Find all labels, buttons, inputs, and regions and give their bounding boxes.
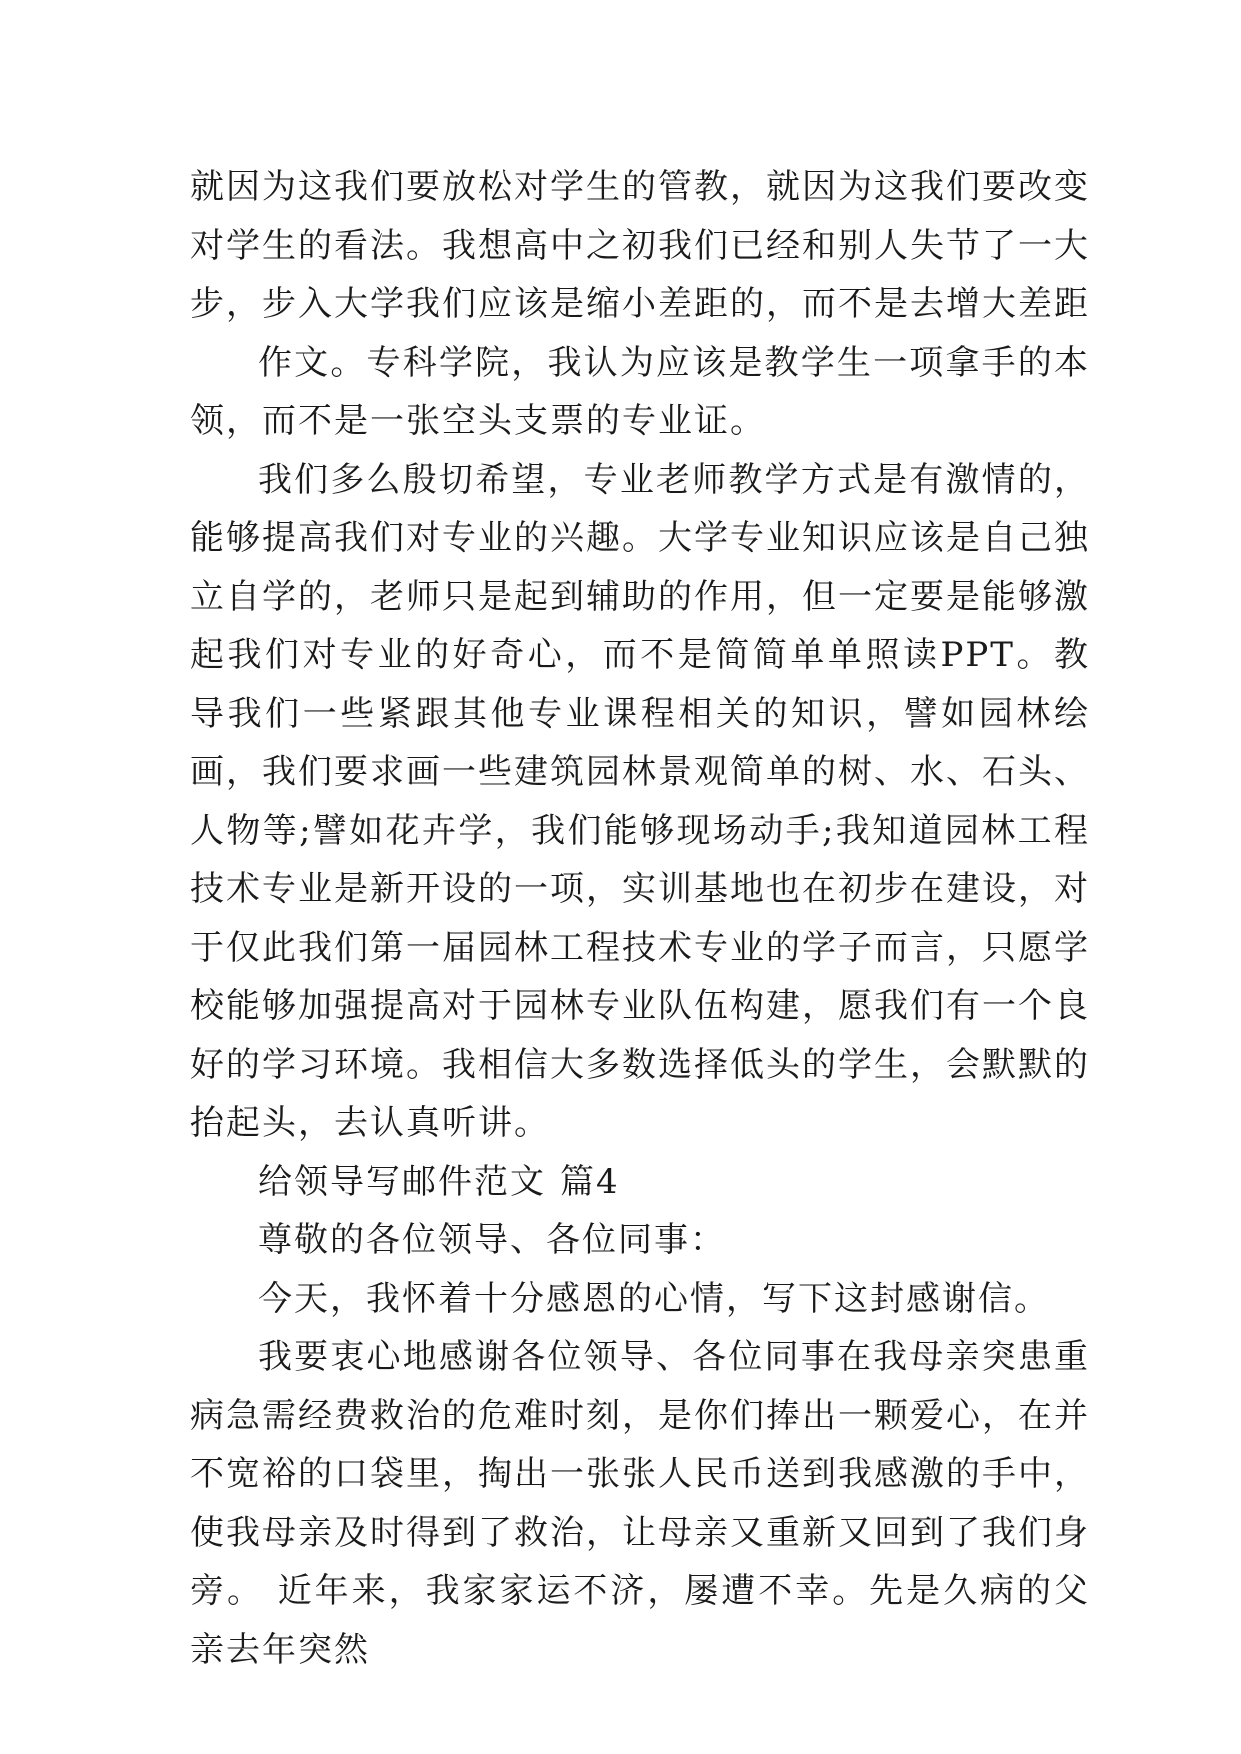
letter-salutation: 尊敬的各位领导、各位同事：	[258, 1220, 726, 1260]
section-heading-title: 给领导写邮件范文	[258, 1161, 546, 1202]
paragraph-1: 就因为这我们要放松对学生的管教，就因为这我们要改变对学生的看法。我想高中之初我们已经和别人失节了一大步，步入大学我们应该是缩小差距的，而不是去增大差距	[190, 167, 1090, 324]
letter-paragraph-1: 今天，我怀着十分感恩的心情，写下这封感谢信。	[258, 1278, 1050, 1319]
document-body	[190, 158, 1090, 1679]
section-heading-number: 篇4	[560, 1161, 620, 1202]
section-heading	[190, 1153, 1090, 1212]
letter-paragraph-2: 我要衷心地感谢各位领导、各位同事在我母亲突患重病急需经费救治的危难时刻，是你们捧出一颗爱心，在并不宽裕的口袋里，掏出一张张人民币送到我感激的手中，使我母亲及时得到了救治，让母亲又重新又回到了我们身旁。 近年来，我家家运不济，屡遭不幸。先是久病的父亲去年突然	[190, 1337, 1090, 1670]
paragraph-3: 我们多么殷切希望，专业老师教学方式是有激情的，能够提高我们对专业的兴趣。大学专业知识应该是自己独立自学的，老师只是起到辅助的作用，但一定要是能够激起我们对专业的好奇心，而不是简简单单照读PPT。教导我们一些紧跟其他专业课程相关的知识，譬如园林绘画，我们要求画一些建筑园林景观简单的树、水、石头、人物等;譬如花卉学，我们能够现场动手;我知道园林工程技术专业是新开设的一项，实训基地也在初步在建设，对于仅此我们第一届园林工程技术专业的学子而言，只愿学校能够加强提高对于园林专业队伍构建，愿我们有一个良好的学习环境。我相信大多数选择低头的学生，会默默的抬起头，去认真听讲。	[190, 459, 1090, 1143]
paragraph-2: 作文。专科学院，我认为应该是教学生一项拿手的本领，而不是一张空头支票的专业证。	[190, 342, 1090, 441]
